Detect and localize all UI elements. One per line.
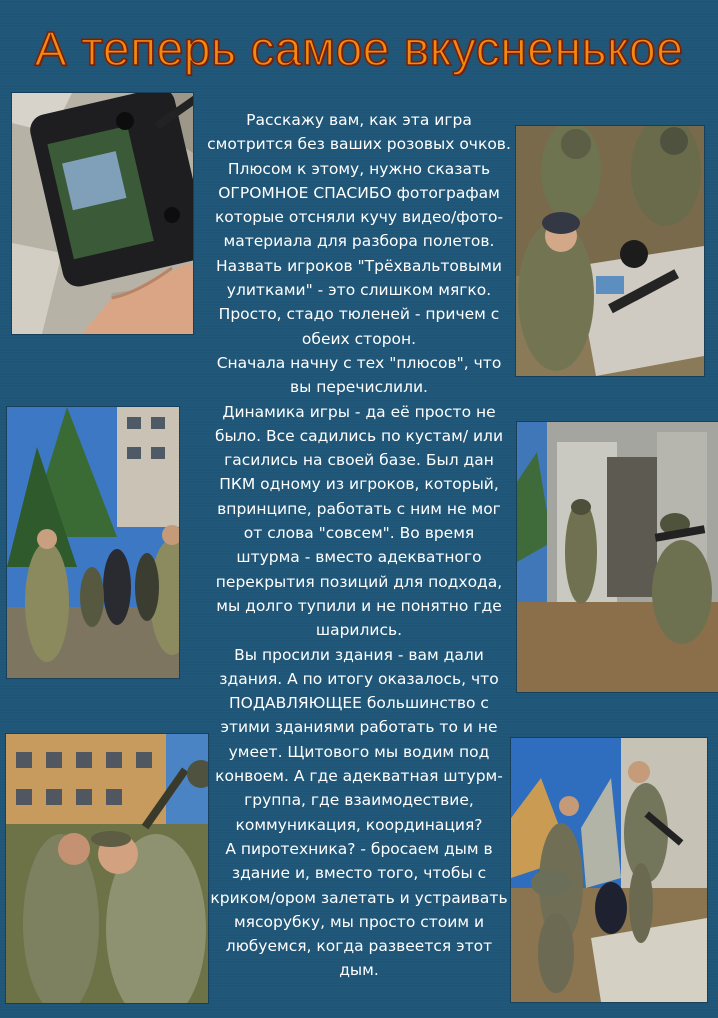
body-line: А пиротехника? - бросаем дым в: [225, 839, 493, 858]
body-line: здания. А по итогу оказалось, что: [219, 669, 499, 688]
page-title: А теперь самое вкусненькое: [34, 23, 684, 76]
body-line: было. Все садились по кустам/ или: [214, 426, 504, 445]
body-line: коммуникация, координация?: [235, 815, 483, 834]
body-line: дым.: [339, 961, 379, 980]
photo-two-players: [6, 734, 208, 1003]
body-line: этими зданиями работать то и не: [220, 718, 498, 737]
body-line: мы долго тупили и не понятно где: [216, 596, 502, 615]
photo-drone-controller: [12, 93, 193, 334]
body-line: ПКМ одному из игроков, который,: [219, 475, 499, 494]
body-line: Расскажу вам, как эта игра: [246, 111, 472, 129]
body-line: улитками" - это слишком мягко.: [226, 281, 492, 300]
body-line: материала для разбора полетов.: [223, 232, 495, 251]
body-line: впринципе, работать с ним не мог: [217, 499, 501, 518]
body-line: вы перечислили.: [290, 378, 428, 397]
body-line: группа, где взаимодествие,: [244, 791, 474, 810]
photo-building-doorway: [517, 422, 718, 692]
body-line: штурма - вместо адекватного: [236, 548, 482, 567]
body-line: Сначала начну с тех "плюсов", что: [216, 353, 502, 372]
body-line: ПОДАВЛЯЮЩЕЕ большинство с: [229, 694, 489, 713]
body-line: криком/ором залетать и устраивать: [210, 888, 508, 907]
body-line: Плюсом к этому, нужно сказать: [227, 159, 491, 178]
body-line: смотрится без ваших розовых очков.: [207, 135, 511, 154]
body-line: перекрытия позиций для подхода,: [215, 572, 503, 591]
body-line: умеет. Щитового мы водим под: [228, 742, 490, 761]
photo-group-outdoors: [7, 407, 179, 678]
body-line: шарились.: [315, 621, 403, 640]
photo-players-steps: [511, 738, 707, 1002]
body-line: Вы просили здания - вам дали: [234, 645, 484, 664]
body-line: Просто, стадо тюленей - причем с: [218, 305, 500, 324]
body-line: любуемся, когда развеется этот: [225, 937, 493, 956]
body-line: здание и, вместо того, чтобы с: [231, 864, 487, 883]
body-line: от слова "совсем". Во время: [243, 524, 475, 543]
body-line: которые отсняли кучу видео/фото-: [214, 208, 504, 227]
photo-briefing-table: [516, 126, 704, 376]
body-line: Динамика игры - да её просто не: [222, 402, 496, 421]
body-line: конвоем. А где адекватная штурм-: [215, 767, 503, 786]
article-body: [200, 108, 518, 983]
body-line: Назвать игроков "Трёхвальтовыми: [215, 256, 503, 275]
body-line: обеих сторон.: [301, 329, 417, 348]
body-line: мясорубку, мы просто стоим и: [233, 912, 485, 931]
body-line: гасились на своей базе. Был дан: [224, 451, 494, 470]
body-line: ОГРОМНОЕ СПАСИБО фотографам: [218, 183, 500, 202]
